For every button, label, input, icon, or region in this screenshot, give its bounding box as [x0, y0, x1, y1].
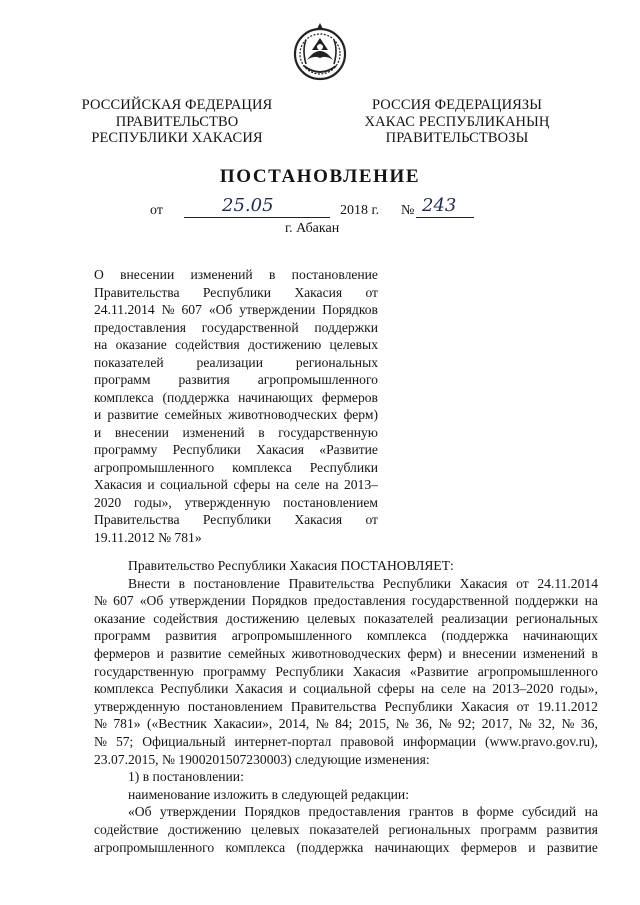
subject-line: программу Республики Хакасия «Развитие [94, 442, 378, 457]
date-year: 2018 г. [340, 203, 380, 218]
body-line: № 607 «Об утверждении Порядков предоставления государственной поддержки на [94, 593, 598, 609]
header-right-line: ПРАВИТЕЛЬСТВОЗЫ [385, 130, 529, 146]
body-line: государственную программу Республики Хакасия «Развитие агропромышленного [94, 663, 598, 679]
handwritten-date: 25.05 [222, 195, 274, 216]
subject-line: 24.11.2014 № 607 «Об утверждении Порядков [94, 302, 378, 317]
body-line: Внести в постановление Правительства Республики Хакасия от 24.11.2014 [128, 575, 598, 591]
subject-line: 2020 годы», утвержденную постановлением [94, 494, 378, 510]
header-left-line: РЕСПУБЛИКИ ХАКАСИЯ [91, 130, 263, 146]
body-line: 1) в постановлении: [128, 769, 244, 785]
city-of-issue: г. Абакан [285, 221, 340, 236]
subject-line: и внесении изменений в государственную [94, 424, 378, 440]
body-line: «Об утверждении Порядков предоставления грантов в форме субсидий на [128, 804, 598, 820]
header-left-line: РОССИЙСКАЯ ФЕДЕРАЦИЯ [81, 97, 273, 113]
subject-line: показателей реализации региональных [94, 354, 378, 370]
date-underline [184, 217, 330, 218]
header-left-russian [72, 97, 282, 147]
subject-line: предоставления государственной поддержки [94, 319, 378, 335]
body-line: программ развития агропромышленного комплекса (поддержка начинающих [94, 628, 598, 644]
subject-line: Правительства Республики Хакасия от [94, 512, 378, 527]
date-number-line [150, 195, 510, 221]
subject-line: Хакасия и социальной сферы на селе на 2013– [94, 477, 378, 492]
republic-emblem [292, 20, 348, 82]
subject-line: комплекса (поддержка начинающих фермеров [94, 389, 378, 405]
body-line: утвержденную постановлением Правительства Республики Хакасия от 19.11.2012 [94, 698, 598, 714]
subject-line: и развитие семейных животноводческих ферм) [94, 407, 378, 422]
body-line: оказание содействия достижению целевых показателей реализации региональных [94, 610, 598, 626]
body-line: агропромышленного комплекса (поддержка начинающих фермеров и развитие [94, 839, 598, 855]
header-right-line: ХАКАС РЕСПУБЛИКАНЫҢ [364, 113, 550, 130]
subject-line: 19.11.2012 № 781» [94, 529, 202, 545]
document-subject [94, 266, 378, 546]
body-line: № 57; Официальный интернет-портал правовой информации (www.pravo.gov.ru), [94, 733, 598, 749]
subject-line: агропромышленного комплекса Республики [94, 459, 378, 475]
handwritten-number: 243 [422, 195, 457, 216]
body-line: содействие достижению целевых показателей региональных программ развития [94, 821, 598, 837]
number-sign: № [401, 203, 415, 218]
header-left-line: ПРАВИТЕЛЬСТВО [115, 113, 239, 130]
date-prefix: от [150, 203, 163, 218]
subject-line: на оказание содействия достижению целевых [94, 337, 378, 352]
number-underline [416, 217, 474, 218]
document-title: ПОСТАНОВЛЕНИЕ [219, 166, 421, 187]
subject-line: программ развития агропромышленного [94, 372, 378, 387]
subject-line: О внесении изменений в постановление [94, 267, 378, 282]
body-line: № 781» («Вестник Хакасии», 2014, № 84; 2015, № 36, № 92; 2017, № 32, № 36, [94, 716, 598, 732]
body-line: Правительство Республики Хакасия ПОСТАНОВЛЯЕТ: [128, 558, 454, 573]
header-right-line: РОССИЯ ФЕДЕРАЦИЯЗЫ [371, 97, 543, 113]
body-line: 23.07.2015, № 1900201507230003) следующие изменения: [94, 751, 430, 767]
subject-line: Правительства Республики Хакасия от [94, 284, 378, 300]
document-body [94, 557, 598, 856]
body-line: наименование изложить в следующей редакции: [128, 786, 409, 802]
body-line: комплекса Республики Хакасия и социальной сферы на селе на 2013–2020 годы», [94, 681, 598, 697]
header-right-khakas [352, 97, 562, 147]
body-line: фермеров и развитие семейных животноводческих ферм) и внесении изменений в [94, 645, 598, 661]
